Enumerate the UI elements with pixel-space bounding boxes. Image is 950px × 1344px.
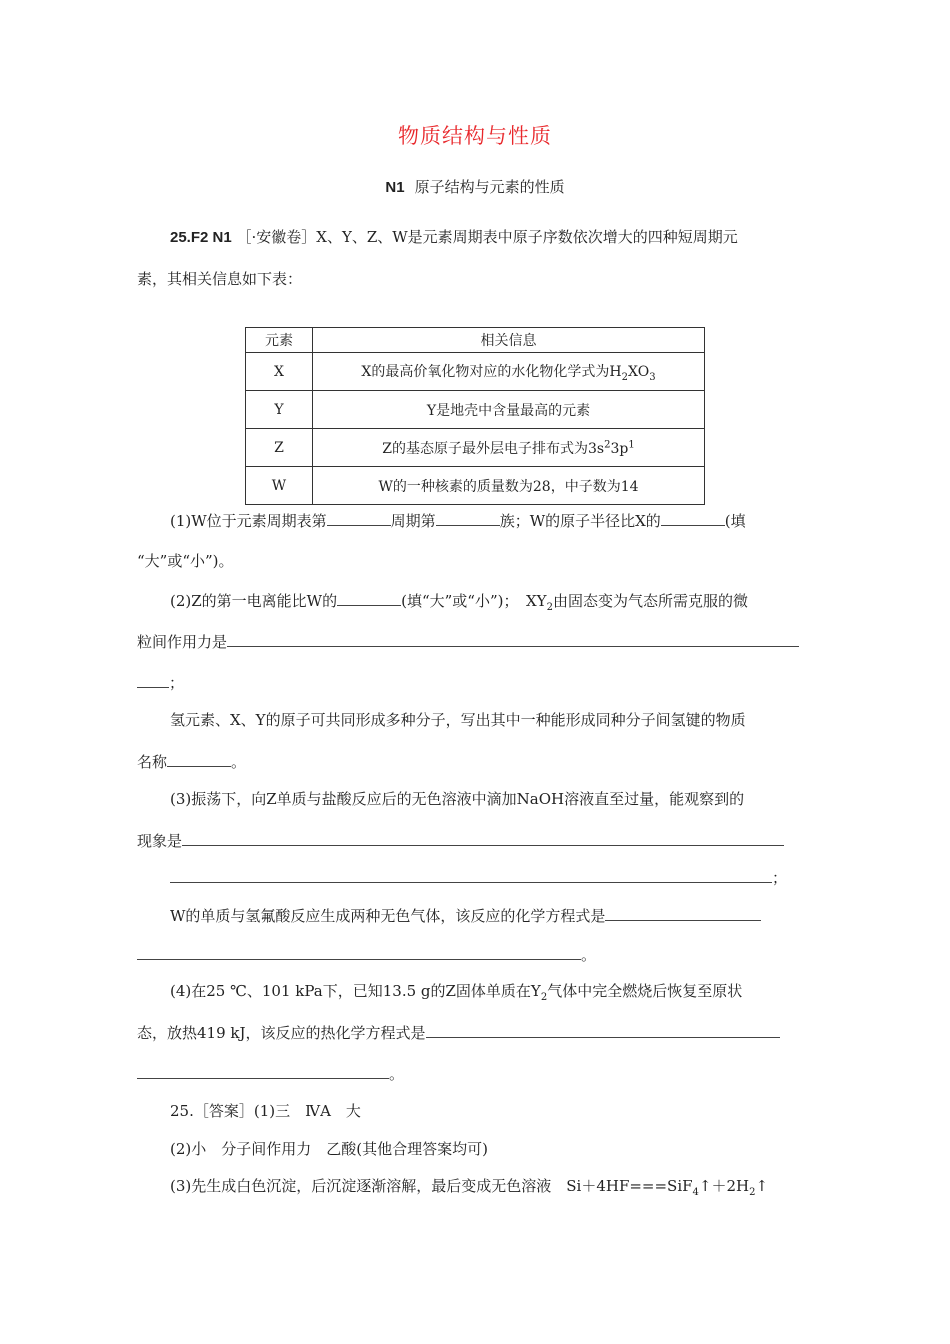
part2-line2: 粒间作用力是 xyxy=(137,630,799,653)
part1-line1: (1)W位于元素周期表第 周期第 族；W的原子半径比X的 (填 xyxy=(170,509,746,532)
table-cell-element: W xyxy=(246,467,313,505)
answer-blank xyxy=(327,509,391,526)
part4-line2: 态，放热419 kJ，该反应的热化学方程式是 xyxy=(137,1021,780,1044)
question-source: ［·安徽卷］ xyxy=(236,228,317,246)
part3-line3: ； xyxy=(170,866,787,889)
answer-blank xyxy=(167,750,231,767)
answer-blank xyxy=(426,1021,780,1038)
table-header-info: 相关信息 xyxy=(313,328,705,353)
question-number: 25.F2 N1 xyxy=(170,229,232,246)
element-info-table xyxy=(245,327,705,505)
section-code: N1 xyxy=(385,179,405,196)
question-intro-line1 xyxy=(170,226,738,249)
part2b-line2: 名称 。 xyxy=(137,750,246,773)
question-intro: X、Y、Z、W是元素周期表中原子序数依次增大的四种短周期元 xyxy=(316,228,738,246)
table-row xyxy=(246,429,705,467)
part3-line5: 。 xyxy=(137,943,596,966)
answer-blank xyxy=(436,509,500,526)
table-cell-element: X xyxy=(246,353,313,391)
question-intro-line2: 素，其相关信息如下表： xyxy=(137,270,303,288)
answer-blank xyxy=(182,829,784,846)
answer-line2: (2)小 分子间作用力 乙酸(其他合理答案均可) xyxy=(170,1140,488,1158)
answer-line3: (3)先生成白色沉淀，后沉淀逐渐溶解，最后变成无色溶液 $Si+4HF===SiF_4↑+2H_2↑$ xyxy=(170,1177,769,1198)
answer-blank xyxy=(137,671,169,688)
answer-line1: 25.［答案］(1)三 ⅣA 大 xyxy=(170,1102,361,1120)
table-row xyxy=(246,353,705,391)
table-header-element: 元素 xyxy=(246,328,313,353)
table-row xyxy=(246,391,705,429)
table-cell-info: Y是地壳中含量最高的元素 xyxy=(313,391,705,429)
part3-line2: 现象是 xyxy=(137,829,784,852)
part3-line1: (3)振荡下，向Z单质与盐酸反应后的无色溶液中滴加NaOH溶液直至过量，能观察到的 xyxy=(170,790,745,808)
part4-line1: (4)在25 ℃、101 kPa下，已知13.5 g的Z固体单质在$Y_2$气体中完全燃烧后恢复至原状 xyxy=(170,982,743,1003)
part4-line3: 。 xyxy=(137,1062,404,1085)
answer-blank xyxy=(605,904,761,921)
part1-line2: “大”或“小”)。 xyxy=(137,552,234,570)
document-title: 物质结构与性质 xyxy=(398,124,552,148)
section-name: 原子结构与元素的性质 xyxy=(414,178,565,196)
section-heading xyxy=(0,176,950,197)
table-cell-info: W的一种核素的质量数为28，中子数为14 xyxy=(313,467,705,505)
answer-blank xyxy=(227,630,799,647)
table-row xyxy=(246,467,705,505)
part2-line3: ； xyxy=(137,671,184,694)
part2-line1: (2)Z的第一电离能比W的 (填“大”或“小”)； $XY_2$由固态变为气态所需克服的微 xyxy=(170,589,748,619)
answer-blank xyxy=(170,866,772,883)
table-header-row xyxy=(246,328,705,353)
answer-blank xyxy=(137,1062,389,1079)
table-cell-element: Y xyxy=(246,391,313,429)
table-cell-info: Z的基态原子最外层电子排布式为$3s^23p^1$ xyxy=(313,429,705,467)
part2b-line1: 氢元素、X、Y的原子可共同形成多种分子，写出其中一种能形成同种分子间氢键的物质 xyxy=(170,711,746,729)
part3-line4: W的单质与氢氟酸反应生成两种无色气体，该反应的化学方程式是 xyxy=(170,904,761,927)
answer-blank xyxy=(337,589,401,606)
answer-blank xyxy=(661,509,725,526)
table-cell-info: X的最高价氧化物对应的水化物化学式为$H_2XO_3$ xyxy=(313,353,705,391)
table-cell-element: Z xyxy=(246,429,313,467)
answer-blank xyxy=(137,943,581,960)
